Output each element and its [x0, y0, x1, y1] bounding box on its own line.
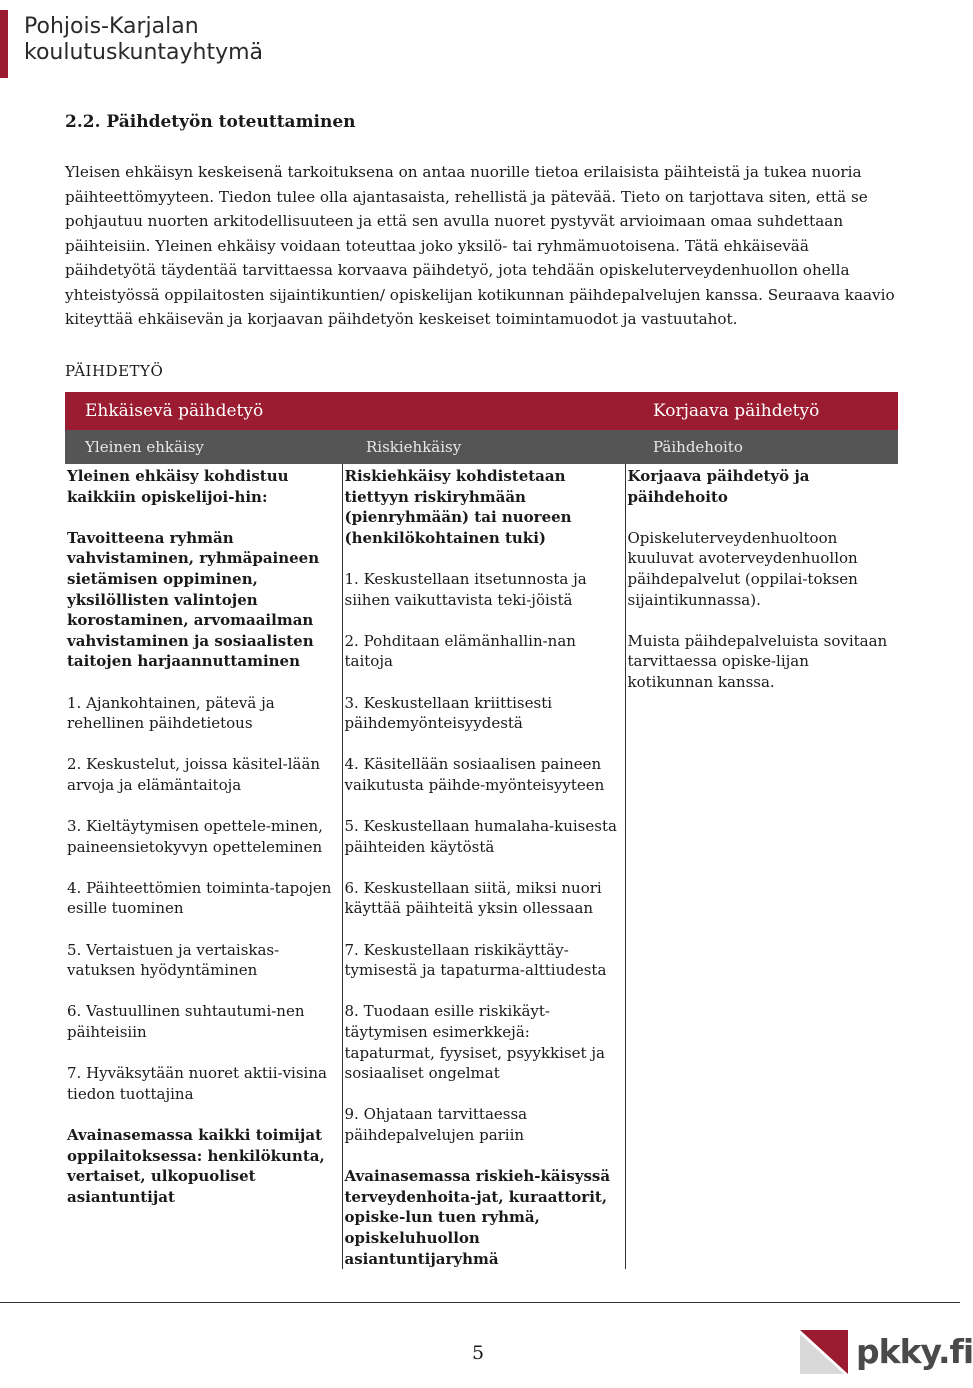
list-item: 7. Hyväksytään nuoret aktii-visina tiedon tuottajina [67, 1064, 327, 1103]
list-item: 2. Keskustelut, joissa käsitel-lään arvoja ja elämäntaitoja [67, 755, 321, 794]
col1-key-actors: Avainasemassa kaikki toimijat oppilaitoksessa: henkilökunta, vertaiset, ulkopuoliset asiantuntijat [67, 1126, 325, 1206]
brand-accent-bar [0, 10, 8, 78]
org-name-line-1: Pohjois-Karjalan [24, 14, 199, 39]
section-heading: 2.2. Päihdetyön toteuttaminen [65, 112, 356, 132]
col3-paragraph-1: Opiskeluterveydenhuoltoon kuuluvat avoterveydenhuollon päihdepalvelut (oppilai-toksen sijaintikunnassa). [627, 528, 858, 609]
column-risk-prevention [342, 464, 625, 1269]
list-item: 1. Ajankohtainen, pätevä ja rehellinen päihdetietous [67, 693, 275, 733]
top-header-row [65, 392, 898, 430]
col3-intro: Korjaava päihdetyö ja päihdehoito [627, 467, 810, 506]
col1-goal: Tavoitteena ryhmän vahvistaminen, ryhmäpaineen sietämisen oppiminen, yksilöllisten valintojen korostaminen, arvomaailman vahvistaminen ja sosiaalisten taitojen harjaannuttaminen [67, 528, 320, 671]
page-number: 5 [472, 1342, 485, 1364]
org-name-line-2: koulutuskuntayhtymä [24, 40, 264, 65]
list-item: 9. Ohjataan tarvittaessa päihdepalvelujen pariin [344, 1105, 528, 1144]
col1-intro: Yleinen ehkäisy kohdistuu kaikkiin opiskelijoi-hin: [67, 467, 289, 506]
sub-header-row [65, 430, 898, 464]
col2-intro: Riskiehkäisy kohdistetaan tiettyyn riskiryhmään (pienryhmään) tai nuoreen (henkilökohtainen tuki) [344, 467, 572, 547]
intro-paragraph: Yleisen ehkäisyn keskeisenä tarkoituksena on antaa nuorille tietoa erilaisista päihteistä ja tukea nuoria päihteettömyyteen. Tiedon tulee olla ajantasaista, rehellistä ja pätevää. Tieto on tarjottava siten, että se pohjautuu nuorten arkitodellisuuteen ja että sen avulla nuoret pystyvät arvioimaan omaa suhdettaan päihteisiin. Yleinen ehkäisy voidaan toteuttaa joko yksilö- tai ryhmämuotoisena. Tätä ehkäisevää päihdetyötä täydentää tarvittaessa korvaava päihdetyö, jota tehdään opiskeluterveydenhuollon ohella yhteistyössä oppilaitosten sijaintikuntien/ opiskelijan kotikunnan päihdepalvelujen kanssa. Seuraava kaavio kiteyttää ehkäisevän ja korjaavan päihdetyön keskeiset toimintamuodot ja vastuutahot. [65, 163, 895, 328]
pkky-logo [796, 1326, 973, 1378]
logo-text: pkky.fi [856, 1332, 973, 1371]
list-item: 2. Pohditaan elämänhallin-nan taitoja [344, 631, 576, 671]
list-item: 6. Keskustellaan siitä, miksi nuori käyttää päihteitä yksin ollessaan [344, 878, 602, 918]
column-substance-treatment [625, 464, 898, 1269]
col3-paragraph-2: Muista päihdepalveluista sovitaan tarvittaessa opiske-lijan kotikunnan kanssa. [627, 631, 888, 691]
list-item: 5. Keskustellaan humalaha-kuisesta päihteiden käytöstä [344, 817, 617, 856]
diagram-body-row [65, 464, 898, 1269]
substance-work-diagram [65, 392, 898, 1269]
col2-key-actors: Avainasemassa riskieh-käisyssä terveydenhoita-jat, kuraattorit, opiske-lun tuen ryhmä, opiskeluhuollon asiantuntijaryhmä [344, 1167, 611, 1268]
list-item: 8. Tuodaan esille riskikäyt-täytymisen esimerkkejä: tapaturmat, fyysiset, psyykkiset ja sosiaaliset ongelmat [344, 1002, 605, 1083]
footer-divider [0, 1302, 960, 1303]
list-item: 5. Vertaistuen ja vertaiskas-vatuksen hyödyntäminen [67, 940, 280, 980]
column-general-prevention [65, 464, 342, 1269]
pkky-logo-icon [796, 1326, 852, 1378]
list-item: 6. Vastuullinen suhtautumi-nen päihteisiin [67, 1002, 305, 1042]
header-risk-prevention: Riskiehkäisy [342, 430, 625, 464]
organization-name [24, 14, 263, 66]
list-item: 3. Keskustellaan kriittisesti päihdemyönteisyydestä [344, 693, 553, 733]
list-item: 4. Käsitellään sosiaalisen paineen vaikutusta päihde-myönteisyyteen [344, 755, 605, 794]
header-preventive-work: Ehkäisevä päihdetyö [65, 392, 625, 430]
list-item: 1. Keskustellaan itsetunnosta ja siihen vaikuttavista teki-jöistä [344, 569, 587, 609]
list-item: 4. Päihteettömien toiminta-tapojen esille tuominen [67, 878, 332, 918]
header-general-prevention: Yleinen ehkäisy [65, 430, 342, 464]
diagram-label: PÄIHDETYÖ [65, 362, 164, 380]
list-item: 3. Kieltäytymisen opettele-minen, paineensietokyvyn opetteleminen [67, 817, 323, 856]
header-corrective-work: Korjaava päihdetyö [625, 392, 898, 430]
list-item: 7. Keskustellaan riskikäyttäy-tymisestä ja tapaturma-alttiudesta [344, 940, 607, 980]
header-substance-treatment: Päihdehoito [625, 430, 898, 464]
